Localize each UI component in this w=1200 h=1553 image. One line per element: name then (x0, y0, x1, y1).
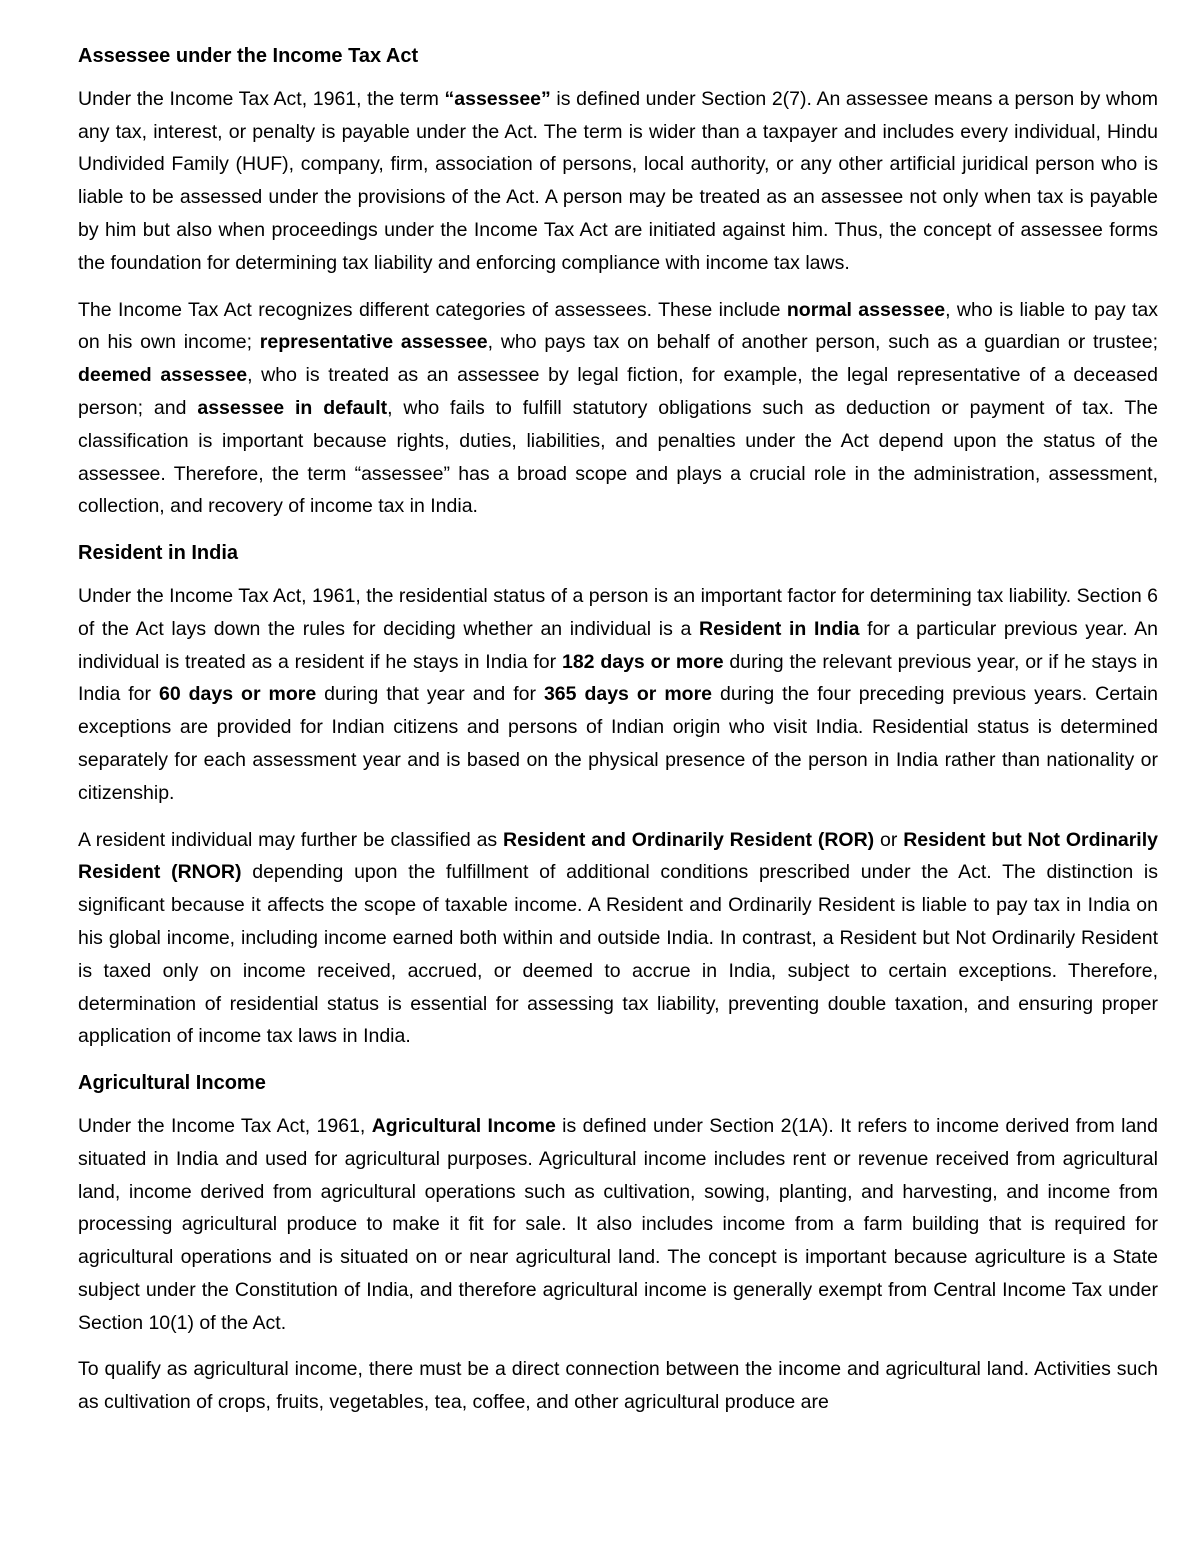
body-paragraph (78, 824, 1158, 1054)
text-run: Under the Income Tax Act, 1961, the term (78, 87, 445, 110)
text-run: Under the Income Tax Act, 1961, (78, 1114, 372, 1137)
bold-term: Agricultural Income (371, 1114, 556, 1137)
text-run: , who is liable to pay tax on his own income; (78, 298, 1159, 354)
section-heading: Assessee under the Income Tax Act (78, 45, 419, 67)
text-run: To qualify as agricultural income, there must be a direct connection between the income and agricultural land. Activities such as cultivation of crops, fruits, vegetables, tea, coffee, and other agricultural produce are (78, 1358, 1158, 1414)
bold-term: deemed assessee (78, 364, 248, 387)
body-paragraph (78, 83, 1158, 280)
bold-term: Resident and Ordinarily Resident (ROR) (503, 828, 875, 851)
body-paragraph (78, 1353, 1158, 1419)
text-run: depending upon the fulfillment of additional conditions prescribed under the Act. The distinction is significant because it affects the scope of taxable income. A Resident and Ordinarily Resident is liable to pay tax in India on his global income, including income earned both within and outside India. In contrast, a Resident but Not Ordinarily Resident is taxed only on income received, accrued, or deemed to accrue in India, subject to certain exceptions. Therefore, determination of residential status is essential for assessing tax liability, preventing double taxation, and ensuring proper application of income tax laws in India. (78, 861, 1158, 1048)
bold-term: “assessee” (444, 87, 551, 110)
text-run: or (874, 828, 904, 851)
text-run: A resident individual may further be classified as (78, 828, 503, 851)
body-paragraph (78, 580, 1158, 810)
text-run: The Income Tax Act recognizes different categories of assessees. These include (78, 298, 787, 321)
text-run: during the relevant previous year, or if he stays in India for (78, 650, 1158, 706)
text-run: , who fails to fulfill statutory obligations such as deduction or payment of tax. The classification is important because rights, duties, liabilities, and penalties under the Act depend upon the status of the assessee. Therefore, the term “assessee” has a broad scope and plays a crucial role in the administration, assessment, collection, and recovery of income tax in India. (78, 396, 1158, 518)
text-run: , who is treated as an assessee by legal fiction, for example, the legal representative of a deceased person; and (78, 364, 1158, 419)
section-assessee-under-the-income-tax-act (78, 40, 1158, 523)
body-paragraph (78, 1110, 1158, 1340)
bold-term: Resident but Not Ordinarily Resident (RNOR) (78, 828, 1158, 884)
text-run: during that year and for (316, 683, 544, 706)
document-page (78, 40, 1158, 1433)
text-run: for a particular previous year. An individual is treated as a resident if he stays in India for (78, 617, 1158, 673)
text-run: is defined under Section 2(7). An assessee means a person by whom any tax, interest, or penalty is payable under the Act. The term is wider than a taxpayer and includes every individual, Hindu Undivided Family (HUF), company, firm, association of persons, local authority, or any other artificial juridical person who is liable to be assessed under the provisions of the Act. A person may be treated as an assessee not only when tax is payable by him but also when proceedings under the Income Tax Act are initiated against him. Thus, the concept of assessee forms the foundation for determining tax liability and enforcing compliance with income tax laws. (78, 87, 1159, 274)
text-run: Under the Income Tax Act, 1961, the residential status of a person is an important factor for determining tax liability. Section 6 of the Act lays down the rules for deciding whether an individual is a (78, 584, 1158, 640)
section-heading: Agricultural Income (78, 1072, 266, 1095)
bold-term: Resident in India (699, 617, 860, 640)
bold-term: normal assessee (786, 298, 946, 321)
body-paragraph (78, 294, 1158, 524)
bold-term: 365 days or more (543, 683, 713, 706)
section-agricultural-income (78, 1067, 1158, 1419)
text-run: is defined under Section 2(1A). It refers to income derived from land situated in India and used for agricultural purposes. Agricultural income includes rent or revenue received from agricultural land, income derived from agricultural operations such as cultivation, sowing, planting, and harvesting, and income from processing agricultural produce to make it fit for sale. It also includes income from a farm building that is required for agricultural operations and is situated on or near agricultural land. The concept is important because agriculture is a State subject under the Constitution of India, and therefore agricultural income is generally exempt from Central Income Tax under Section 10(1) of the Act. (78, 1114, 1158, 1334)
section-heading: Resident in India (78, 542, 239, 565)
section-resident-in-india (78, 537, 1158, 1053)
text-run: during the four preceding previous years. Certain exceptions are provided for Indian citizens and persons of Indian origin who visit India. Residential status is determined separately for each assessment year and is based on the physical presence of the person in India rather than nationality or citizenship. (78, 683, 1158, 804)
bold-term: 60 days or more (158, 683, 317, 706)
text-run: , who pays tax on behalf of another person, such as a guardian or trustee; (487, 331, 1158, 354)
bold-term: representative assessee (259, 331, 488, 354)
bold-term: assessee in default (197, 396, 388, 419)
bold-term: 182 days or more (561, 650, 724, 673)
